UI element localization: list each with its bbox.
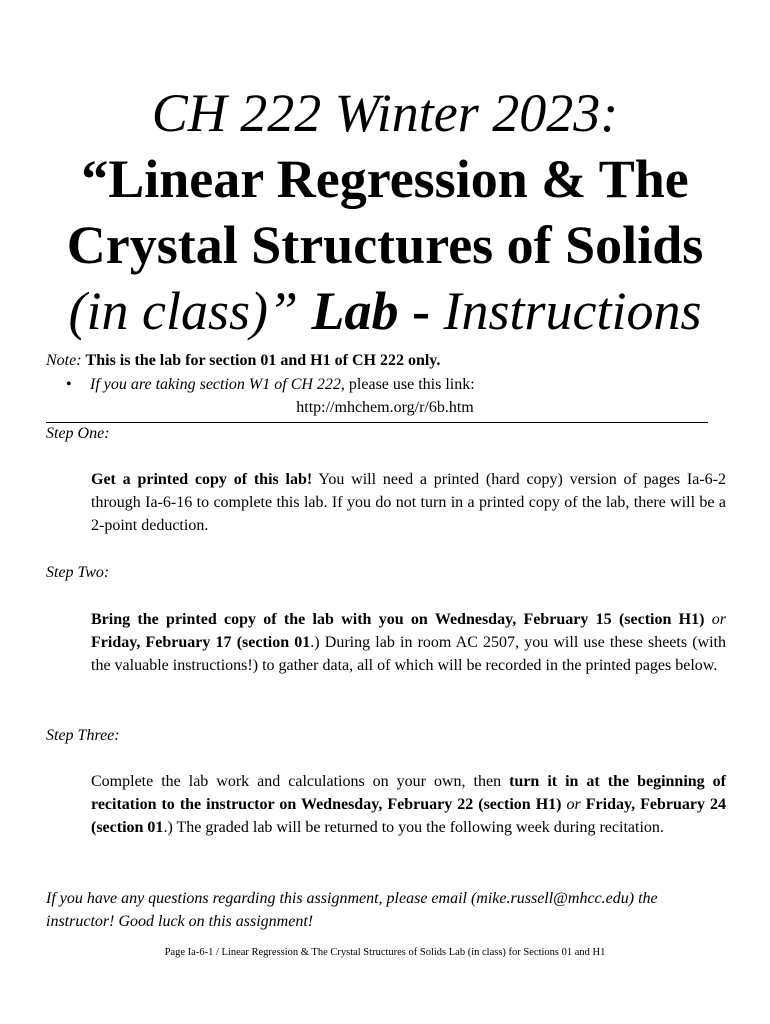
title-line-2: “Linear Regression & The	[81, 149, 689, 209]
step-one-body: You will need a printed (hard copy) version of pages Ia-6-2 through Ia-6-16 to complete this lab. If you do not turn in a printed copy of the lab, there will be a 2-point deduction.	[91, 471, 726, 534]
step-two-body: .) During lab in room AC 2507, you will use these sheets (with the valuable instructions!) to gather data, all of which will be recorded in the printed pages below.	[91, 634, 726, 674]
section-note	[46, 352, 440, 370]
w1-link[interactable]: http://mhchem.org/r/6b.htm	[296, 399, 474, 416]
closing-note: If you have any questions regarding this assignment, please email (mike.russell@mhcc.edu) the instructor! Good luck on this assignment!	[46, 890, 658, 930]
title-in-class: (in class)”	[68, 281, 298, 341]
w1-bullet	[66, 376, 475, 394]
step-one-label: Step One:	[46, 425, 110, 442]
title-line-4	[0, 278, 770, 344]
step-two-bold-1: Bring the printed copy of the lab with you on Wednesday, February 15 (section H1)	[91, 611, 705, 628]
w1-bullet-italic: If you are taking section W1 of CH 222	[90, 376, 341, 393]
title-line-3: Crystal Structures of Solids	[66, 215, 704, 275]
step-three-text	[91, 770, 726, 839]
title-dash: -	[412, 281, 430, 341]
step-two-label: Step Two:	[46, 564, 110, 581]
step-one-bold: Get a printed copy of this lab!	[91, 471, 313, 488]
step-three-label: Step Three:	[46, 727, 120, 744]
step-three-or: or	[566, 796, 581, 813]
bullet-icon: •	[66, 376, 72, 393]
page-title	[0, 80, 770, 344]
page-footer: Page Ia-6-1 / Linear Regression & The Crystal Structures of Solids Lab (in class) for Sections 01 and H1	[164, 947, 606, 958]
divider	[46, 422, 708, 423]
step-two-bold-2: Friday, February 17 (section 01	[91, 634, 311, 651]
step-three-body-1: Complete the lab work and calculations on your own, then	[91, 773, 510, 790]
note-text: This is the lab for section 01 and H1 of CH 222 only.	[85, 352, 441, 369]
step-two-or: or	[711, 611, 727, 628]
step-three-bold-1: turn it in at the beginning of recitation to the instructor on Wednesday, February 22 (section H1)	[91, 773, 726, 813]
note-label: Note:	[46, 352, 82, 369]
step-three-bold-2: Friday, February 24 (section 01	[91, 796, 727, 836]
title-instructions: Instructions	[443, 281, 702, 341]
step-two-text	[91, 608, 726, 677]
step-three-body-2: .) The graded lab will be returned to you the following week during recitation.	[163, 819, 664, 836]
step-one-text	[91, 468, 726, 537]
title-line-1: CH 222 Winter 2023:	[151, 83, 619, 143]
w1-bullet-rest: , please use this link:	[340, 376, 475, 393]
title-lab: Lab	[311, 281, 399, 341]
